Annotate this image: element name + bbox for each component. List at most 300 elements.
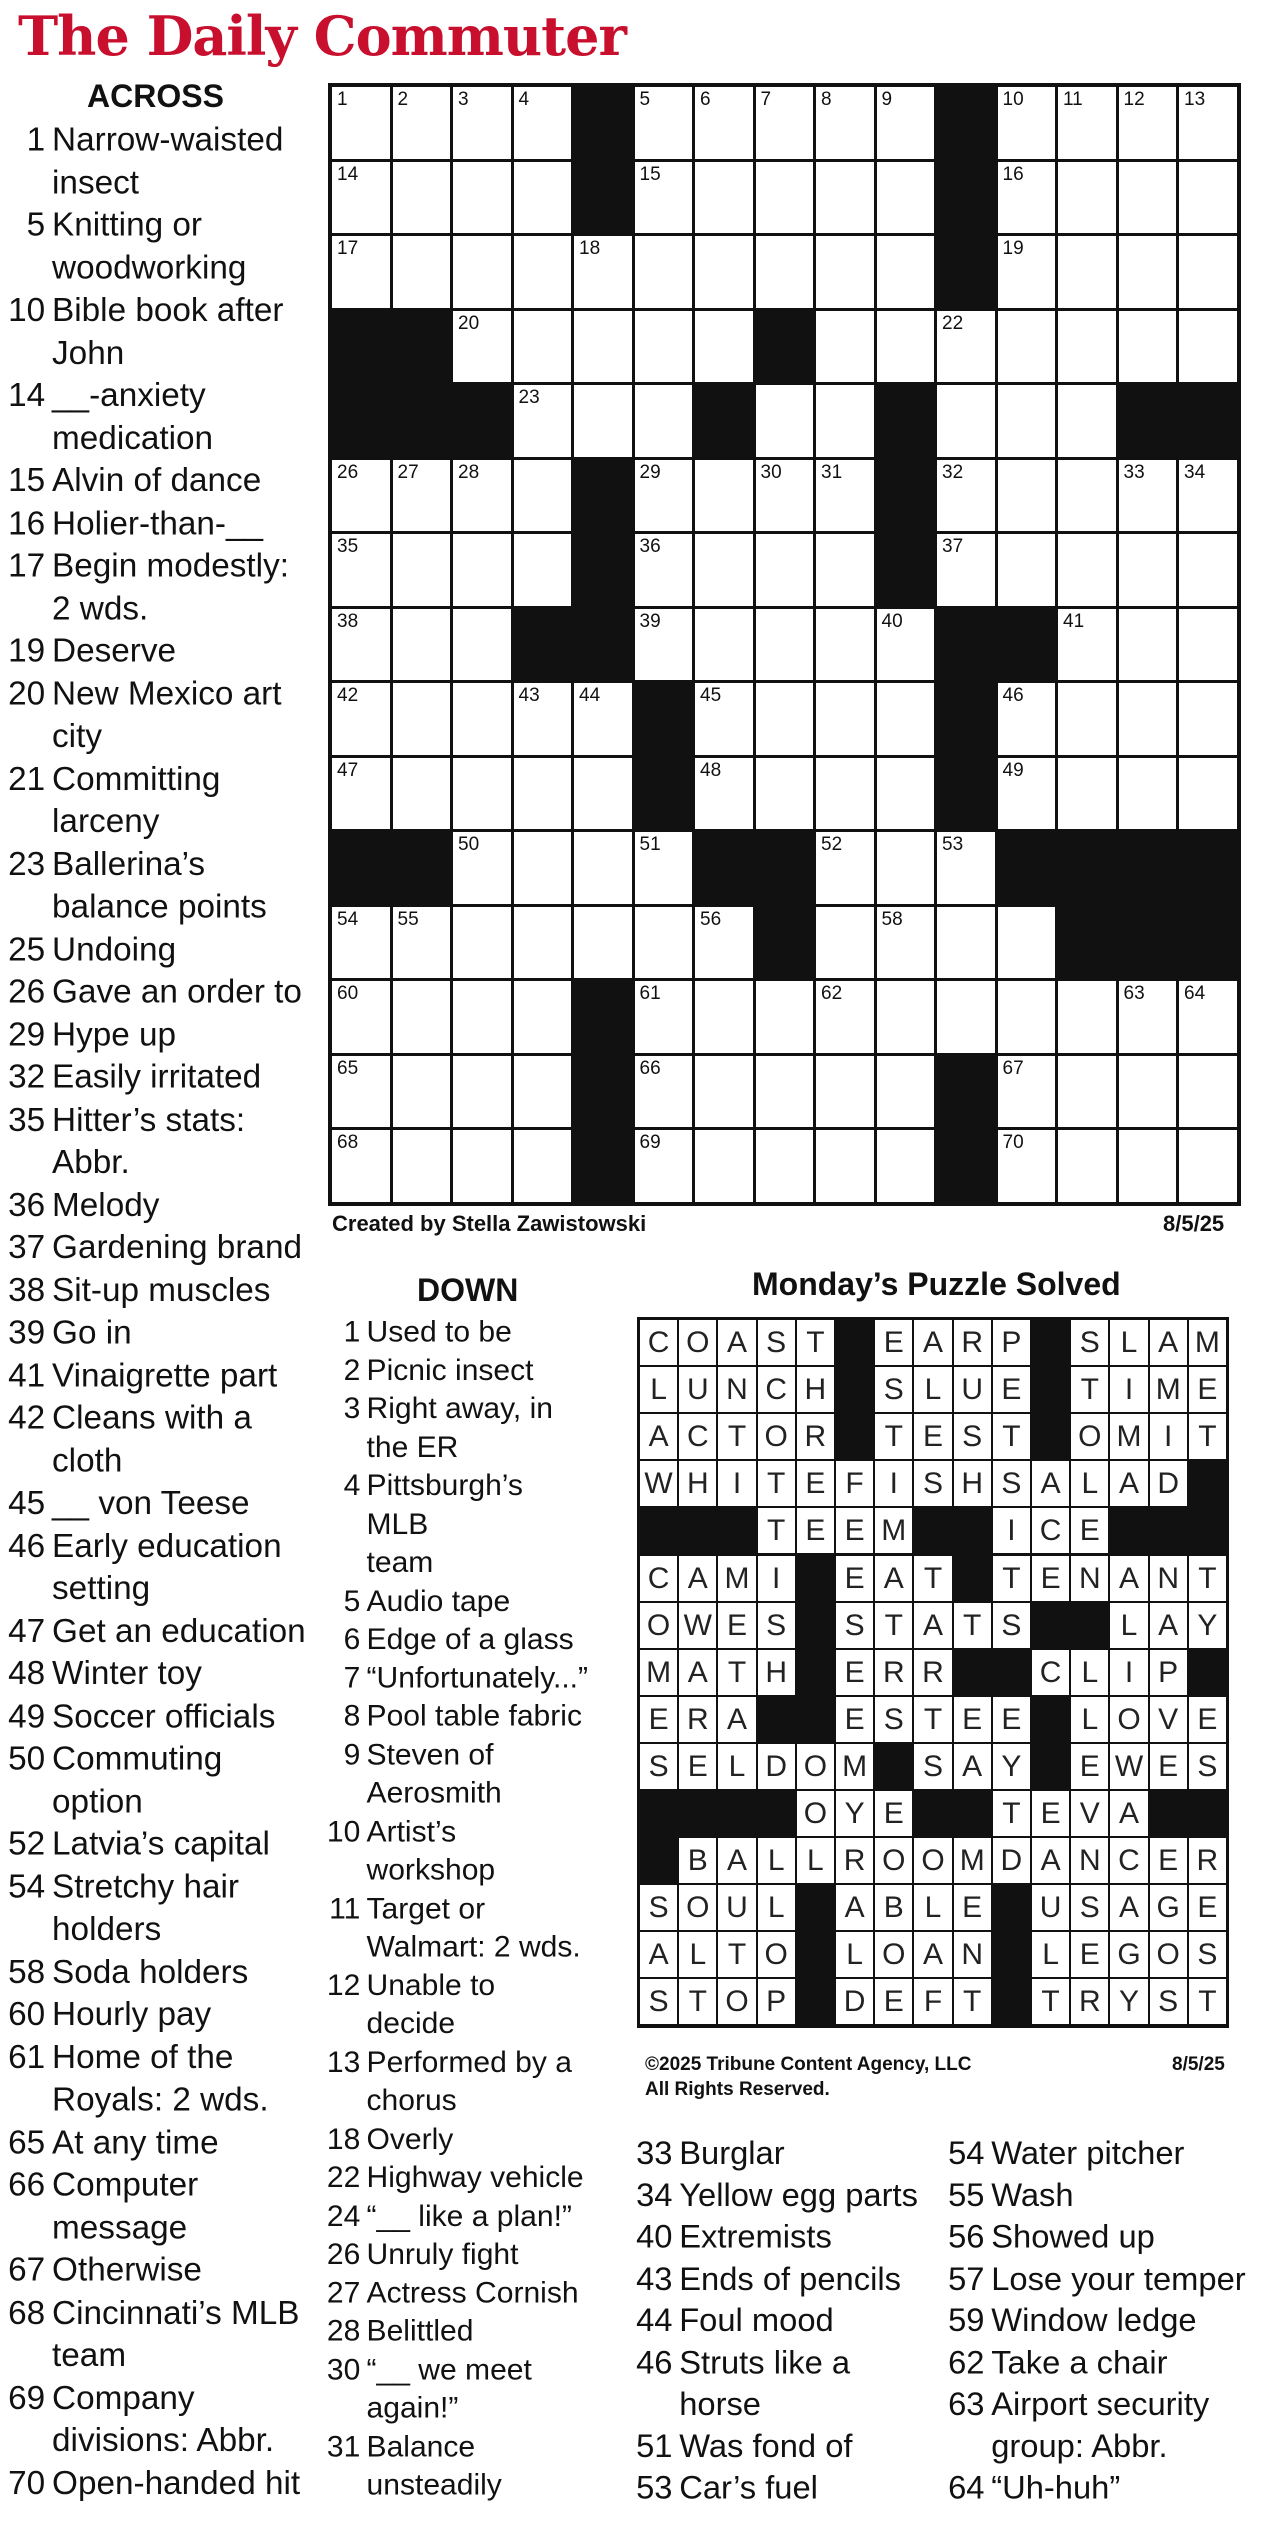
grid-cell[interactable] xyxy=(1179,758,1237,830)
grid-cell[interactable] xyxy=(998,385,1056,457)
grid-block xyxy=(574,1130,632,1202)
grid-cell[interactable] xyxy=(937,534,995,606)
grid-cell[interactable] xyxy=(635,87,693,159)
grid-cell[interactable] xyxy=(1058,311,1116,383)
grid-cell[interactable] xyxy=(1119,236,1177,308)
grid-cell[interactable] xyxy=(1179,683,1237,755)
clue-text xyxy=(52,460,310,503)
down-clue-list-1 xyxy=(325,1313,590,2505)
grid-cell[interactable] xyxy=(937,832,995,904)
grid-cell[interactable] xyxy=(514,534,572,606)
grid-cell[interactable] xyxy=(1179,534,1237,606)
grid-cell[interactable] xyxy=(574,236,632,308)
clue-text-line: Latvia’s capital xyxy=(52,1825,270,1863)
grid-cell[interactable] xyxy=(756,385,814,457)
grid-cell[interactable] xyxy=(756,460,814,532)
grid-block xyxy=(393,832,451,904)
grid-cell[interactable] xyxy=(514,162,572,234)
grid-cell[interactable] xyxy=(877,162,935,234)
grid-cell[interactable] xyxy=(635,385,693,457)
grid-cell[interactable] xyxy=(1119,311,1177,383)
grid-cell[interactable] xyxy=(332,460,390,532)
solution-block xyxy=(1189,1650,1226,1695)
grid-cell[interactable] xyxy=(998,311,1056,383)
grid-cell[interactable] xyxy=(1119,87,1177,159)
clue-text-line: Stretchy hair xyxy=(52,1867,239,1906)
grid-block xyxy=(1179,385,1237,457)
clue-text-line: Cleans with a xyxy=(52,1399,252,1437)
grid-cell[interactable] xyxy=(1179,609,1237,681)
clue-item xyxy=(6,1397,310,1482)
clue-text-line: Commuting xyxy=(52,1740,223,1778)
grid-cell[interactable] xyxy=(816,609,874,681)
clue-text-line: Take a chair xyxy=(991,2344,1168,2381)
grid-cell-number: 3 xyxy=(458,89,469,110)
grid-cell[interactable] xyxy=(816,162,874,234)
grid-cell[interactable] xyxy=(453,162,511,234)
grid-cell[interactable] xyxy=(514,832,572,904)
grid-cell[interactable] xyxy=(574,683,632,755)
clue-number: 62 xyxy=(948,2344,985,2381)
clue-number: 32 xyxy=(8,1058,46,1096)
solution-cell: U xyxy=(1032,1885,1069,1930)
clue-item xyxy=(6,204,310,289)
grid-cell-number: 50 xyxy=(458,834,480,855)
clue-text xyxy=(52,1866,310,1951)
grid-cell[interactable] xyxy=(1179,311,1237,383)
grid-cell[interactable] xyxy=(453,683,511,755)
clue-text-line: woodworking xyxy=(52,248,247,287)
grid-cell[interactable] xyxy=(453,460,511,532)
grid-cell[interactable] xyxy=(756,981,814,1053)
grid-cell[interactable] xyxy=(756,609,814,681)
grid-cell[interactable] xyxy=(332,534,390,606)
clue-item xyxy=(6,971,310,1014)
clue-number: 49 xyxy=(8,1697,46,1735)
grid-cell[interactable] xyxy=(695,1130,753,1202)
clue-number: 5 xyxy=(343,1583,361,1618)
solution-cell: A xyxy=(718,1838,755,1883)
grid-cell[interactable] xyxy=(514,1056,572,1128)
clue-number: 50 xyxy=(8,1740,46,1778)
grid-cell[interactable] xyxy=(756,683,814,755)
grid-cell[interactable] xyxy=(635,460,693,532)
grid-cell[interactable] xyxy=(453,981,511,1053)
clue-text-line: Melody xyxy=(52,1186,160,1224)
across-heading: ACROSS xyxy=(87,78,224,114)
solution-block xyxy=(836,1320,873,1365)
grid-cell[interactable] xyxy=(816,1056,874,1128)
solution-block xyxy=(1189,1508,1226,1553)
grid-cell[interactable] xyxy=(332,758,390,830)
clue-item xyxy=(946,2217,1252,2259)
clue-number: 10 xyxy=(326,1814,361,1849)
grid-cell[interactable] xyxy=(635,162,693,234)
grid-cell-number: 40 xyxy=(881,610,903,632)
grid-cell[interactable] xyxy=(998,236,1056,308)
grid-cell[interactable] xyxy=(635,1056,693,1128)
grid-cell[interactable] xyxy=(695,162,753,234)
clue-text-line: Right away, in xyxy=(366,1391,554,1426)
solution-cell: A xyxy=(836,1885,873,1930)
clue-text xyxy=(991,2300,1252,2342)
solution-cell: E xyxy=(1150,1838,1187,1883)
solution-block xyxy=(797,1650,834,1695)
solution-cell: O xyxy=(758,1414,795,1459)
puzzle-credit: Created by Stella Zawistowski xyxy=(332,1211,647,1236)
grid-cell[interactable] xyxy=(1058,1056,1116,1128)
clue-text xyxy=(52,758,310,843)
solution-cell: M xyxy=(1110,1414,1147,1459)
grid-cell-number: 62 xyxy=(821,983,843,1004)
grid-cell[interactable] xyxy=(877,683,935,755)
grid-cell[interactable] xyxy=(998,907,1056,979)
grid-cell[interactable] xyxy=(393,683,451,755)
solution-cell: S xyxy=(1150,1979,1187,2024)
grid-cell[interactable] xyxy=(393,534,451,606)
grid-cell[interactable] xyxy=(453,311,511,383)
grid-cell[interactable] xyxy=(393,162,451,234)
grid-cell[interactable] xyxy=(937,981,995,1053)
grid-cell[interactable] xyxy=(635,236,693,308)
grid-cell[interactable] xyxy=(756,758,814,830)
grid-cell[interactable] xyxy=(877,311,935,383)
grid-cell-number: 51 xyxy=(639,834,661,855)
clue-text-line: Foul mood xyxy=(679,2302,834,2339)
grid-cell[interactable] xyxy=(635,981,693,1053)
grid-cell[interactable] xyxy=(1119,609,1177,681)
grid-cell[interactable] xyxy=(695,758,753,830)
grid-cell[interactable] xyxy=(453,609,511,681)
grid-cell[interactable] xyxy=(332,1130,390,1202)
clue-text-line: group: Abbr. xyxy=(991,2427,1168,2465)
grid-cell[interactable] xyxy=(453,87,511,159)
clue-number: 68 xyxy=(8,2293,46,2332)
solution-cell: O xyxy=(914,1838,951,1883)
grid-cell[interactable] xyxy=(1179,460,1237,532)
grid-cell[interactable] xyxy=(1058,236,1116,308)
grid-cell[interactable] xyxy=(574,758,632,830)
grid-cell[interactable] xyxy=(514,311,572,383)
clue-item xyxy=(6,289,310,374)
grid-cell[interactable] xyxy=(695,87,753,159)
grid-cell[interactable] xyxy=(816,907,874,979)
clue-item xyxy=(325,1390,590,1467)
grid-cell[interactable] xyxy=(1119,460,1177,532)
grid-cell[interactable] xyxy=(877,1056,935,1128)
grid-cell[interactable] xyxy=(877,609,935,681)
clue-text-line: 2 wds. xyxy=(52,589,149,627)
grid-cell[interactable] xyxy=(998,1130,1056,1202)
grid-cell[interactable] xyxy=(514,1130,572,1202)
grid-cell[interactable] xyxy=(453,832,511,904)
clue-number: 39 xyxy=(8,1313,46,1352)
clue-text-line: medication xyxy=(52,419,214,457)
grid-cell[interactable] xyxy=(998,981,1056,1053)
solution-block xyxy=(954,1556,991,1601)
solution-cell: L xyxy=(836,1932,873,1977)
grid-cell[interactable] xyxy=(998,1056,1056,1128)
grid-cell[interactable] xyxy=(695,683,753,755)
grid-cell[interactable] xyxy=(574,311,632,383)
grid-cell[interactable] xyxy=(998,758,1056,830)
solution-cell: A xyxy=(1110,1461,1147,1506)
solution-cell: T xyxy=(993,1414,1030,1459)
clue-text xyxy=(367,2312,591,2350)
grid-cell[interactable] xyxy=(514,683,572,755)
grid-cell[interactable] xyxy=(1058,87,1116,159)
grid-cell[interactable] xyxy=(453,236,511,308)
grid-cell[interactable] xyxy=(816,832,874,904)
solution-cell: E xyxy=(1189,1885,1226,1930)
clue-item xyxy=(325,1966,590,2043)
grid-cell[interactable] xyxy=(1119,534,1177,606)
grid-cell[interactable] xyxy=(937,907,995,979)
grid-cell[interactable] xyxy=(695,534,753,606)
clue-number: 46 xyxy=(636,2344,673,2381)
grid-cell[interactable] xyxy=(332,236,390,308)
grid-cell[interactable] xyxy=(1179,87,1237,159)
clue-number: 42 xyxy=(8,1399,46,1437)
grid-cell[interactable] xyxy=(756,534,814,606)
grid-cell[interactable] xyxy=(635,907,693,979)
grid-cell[interactable] xyxy=(1179,1130,1237,1202)
clue-number: 6 xyxy=(343,1622,361,1656)
grid-cell[interactable] xyxy=(877,1130,935,1202)
grid-cell[interactable] xyxy=(1119,758,1177,830)
grid-cell[interactable] xyxy=(453,1130,511,1202)
clue-text-line: holders xyxy=(52,1910,162,1948)
clue-item xyxy=(946,2259,1252,2301)
solution-cell: H xyxy=(758,1650,795,1695)
grid-cell[interactable] xyxy=(695,460,753,532)
clue-text-line: Knitting or xyxy=(52,206,202,244)
grid-cell[interactable] xyxy=(453,907,511,979)
grid-cell[interactable] xyxy=(1058,460,1116,532)
grid-cell[interactable] xyxy=(393,758,451,830)
grid-cell[interactable] xyxy=(695,981,753,1053)
clue-item xyxy=(634,2175,932,2217)
grid-cell[interactable] xyxy=(332,907,390,979)
grid-cell[interactable] xyxy=(998,534,1056,606)
clue-item xyxy=(6,1312,310,1355)
grid-cell[interactable] xyxy=(514,981,572,1053)
clue-number: 9 xyxy=(343,1737,361,1772)
grid-cell[interactable] xyxy=(453,534,511,606)
grid-cell[interactable] xyxy=(1058,385,1116,457)
grid-cell[interactable] xyxy=(816,311,874,383)
grid-cell[interactable] xyxy=(695,609,753,681)
grid-cell[interactable] xyxy=(695,311,753,383)
grid-cell[interactable] xyxy=(816,683,874,755)
grid-cell[interactable] xyxy=(1058,981,1116,1053)
solution-cell: C xyxy=(640,1556,677,1601)
clue-number: 11 xyxy=(329,1891,361,1925)
grid-cell[interactable] xyxy=(574,385,632,457)
grid-cell[interactable] xyxy=(1058,683,1116,755)
solution-block xyxy=(797,1603,834,1648)
grid-cell[interactable] xyxy=(453,1056,511,1128)
clue-number: 54 xyxy=(948,2134,985,2172)
grid-cell[interactable] xyxy=(514,460,572,532)
grid-cell[interactable] xyxy=(877,87,935,159)
grid-cell[interactable] xyxy=(695,907,753,979)
solution-cell: A xyxy=(679,1650,716,1695)
solution-cell: O xyxy=(679,1885,716,1930)
grid-cell[interactable] xyxy=(453,758,511,830)
clue-item xyxy=(325,1659,590,1697)
grid-cell[interactable] xyxy=(393,981,451,1053)
grid-cell[interactable] xyxy=(756,1130,814,1202)
grid-cell[interactable] xyxy=(393,460,451,532)
grid-cell[interactable] xyxy=(1119,683,1177,755)
solution-cell: O xyxy=(875,1838,912,1883)
grid-cell[interactable] xyxy=(816,87,874,159)
grid-cell[interactable] xyxy=(332,609,390,681)
clue-item xyxy=(634,2468,932,2510)
grid-cell[interactable] xyxy=(1179,1056,1237,1128)
grid-cell[interactable] xyxy=(1179,162,1237,234)
grid-cell[interactable] xyxy=(332,683,390,755)
grid-cell[interactable] xyxy=(756,236,814,308)
solution-block xyxy=(640,1838,677,1883)
clue-number: 56 xyxy=(948,2218,985,2256)
grid-cell[interactable] xyxy=(877,832,935,904)
grid-cell[interactable] xyxy=(635,609,693,681)
grid-cell[interactable] xyxy=(816,1130,874,1202)
grid-cell[interactable] xyxy=(998,87,1056,159)
grid-cell[interactable] xyxy=(756,1056,814,1128)
grid-cell[interactable] xyxy=(877,981,935,1053)
grid-cell[interactable] xyxy=(393,609,451,681)
grid-cell[interactable] xyxy=(1058,609,1116,681)
solution-cell: W xyxy=(679,1603,716,1648)
solution-block xyxy=(718,1791,755,1836)
grid-cell[interactable] xyxy=(635,311,693,383)
solution-block xyxy=(1032,1367,1069,1412)
solution-cell: F xyxy=(914,1979,951,2024)
grid-cell[interactable] xyxy=(514,907,572,979)
clue-number: 58 xyxy=(8,1953,46,1991)
grid-cell-number: 64 xyxy=(1184,983,1206,1004)
grid-cell-number: 32 xyxy=(942,461,964,483)
clue-text-line: Soda holders xyxy=(52,1953,249,1991)
clue-text xyxy=(679,2342,932,2426)
grid-cell[interactable] xyxy=(877,907,935,979)
grid-cell[interactable] xyxy=(574,907,632,979)
grid-cell[interactable] xyxy=(393,907,451,979)
solution-block xyxy=(797,1697,834,1742)
grid-cell[interactable] xyxy=(332,162,390,234)
grid-cell[interactable] xyxy=(816,460,874,532)
grid-cell[interactable] xyxy=(514,236,572,308)
grid-cell[interactable] xyxy=(937,460,995,532)
grid-cell[interactable] xyxy=(695,236,753,308)
grid-cell[interactable] xyxy=(393,1130,451,1202)
solution-cell: O xyxy=(718,1979,755,2024)
grid-cell-number: 33 xyxy=(1123,461,1145,483)
grid-cell[interactable] xyxy=(1119,1130,1177,1202)
solution-cell: E xyxy=(993,1367,1030,1412)
grid-cell[interactable] xyxy=(635,534,693,606)
grid-cell[interactable] xyxy=(1058,162,1116,234)
grid-cell[interactable] xyxy=(756,162,814,234)
grid-cell-number: 9 xyxy=(881,89,893,110)
grid-cell[interactable] xyxy=(756,87,814,159)
grid-cell[interactable] xyxy=(332,981,390,1053)
grid-cell[interactable] xyxy=(695,1056,753,1128)
grid-cell[interactable] xyxy=(1058,534,1116,606)
clue-number: 53 xyxy=(636,2469,673,2507)
grid-cell[interactable] xyxy=(816,534,874,606)
grid-cell[interactable] xyxy=(937,385,995,457)
clue-item xyxy=(6,1227,310,1270)
grid-cell[interactable] xyxy=(393,1056,451,1128)
grid-cell[interactable] xyxy=(877,758,935,830)
grid-cell[interactable] xyxy=(998,162,1056,234)
clue-text xyxy=(991,2175,1252,2217)
grid-cell[interactable] xyxy=(514,87,572,159)
solution-cell: P xyxy=(758,1979,795,2024)
clue-text xyxy=(52,119,310,204)
clue-text-line: insect xyxy=(52,163,140,201)
solution-cell: E xyxy=(836,1697,873,1742)
clue-number: 48 xyxy=(8,1654,46,1693)
crossword-grid[interactable] xyxy=(328,83,1241,1206)
grid-cell[interactable] xyxy=(514,758,572,830)
clue-text-line: Water pitcher xyxy=(991,2134,1185,2172)
solution-cell: S xyxy=(758,1603,795,1648)
grid-cell-number: 29 xyxy=(639,461,661,483)
grid-cell[interactable] xyxy=(1058,758,1116,830)
grid-cell[interactable] xyxy=(393,87,451,159)
grid-cell[interactable] xyxy=(937,311,995,383)
grid-cell[interactable] xyxy=(574,832,632,904)
clue-text-line: Extremists xyxy=(679,2218,832,2256)
grid-cell[interactable] xyxy=(816,758,874,830)
grid-cell[interactable] xyxy=(332,1056,390,1128)
grid-cell[interactable] xyxy=(1119,981,1177,1053)
grid-cell[interactable] xyxy=(998,460,1056,532)
grid-cell[interactable] xyxy=(635,832,693,904)
grid-cell-number: 58 xyxy=(881,908,903,930)
grid-cell[interactable] xyxy=(1179,236,1237,308)
clue-text-line: Showed up xyxy=(991,2218,1155,2256)
grid-cell[interactable] xyxy=(1119,1056,1177,1128)
grid-cell[interactable] xyxy=(816,385,874,457)
grid-cell[interactable] xyxy=(1058,1130,1116,1202)
solution-cell: E xyxy=(797,1461,834,1506)
grid-cell[interactable] xyxy=(1119,162,1177,234)
solution-cell: T xyxy=(718,1650,755,1695)
grid-cell[interactable] xyxy=(332,87,390,159)
solution-cell: S xyxy=(1189,1744,1226,1789)
grid-cell[interactable] xyxy=(877,236,935,308)
grid-cell[interactable] xyxy=(1179,981,1237,1053)
clue-item xyxy=(6,2249,310,2292)
clue-text-line: cloth xyxy=(52,1441,123,1480)
solution-cell: S xyxy=(1071,1320,1108,1365)
clue-item xyxy=(325,1313,590,1351)
solution-cell: L xyxy=(1110,1603,1147,1648)
clue-number: 31 xyxy=(326,2429,361,2464)
grid-cell[interactable] xyxy=(998,683,1056,755)
grid-cell[interactable] xyxy=(514,385,572,457)
grid-cell[interactable] xyxy=(816,981,874,1053)
grid-cell[interactable] xyxy=(816,236,874,308)
grid-cell[interactable] xyxy=(635,1130,693,1202)
grid-cell[interactable] xyxy=(393,236,451,308)
